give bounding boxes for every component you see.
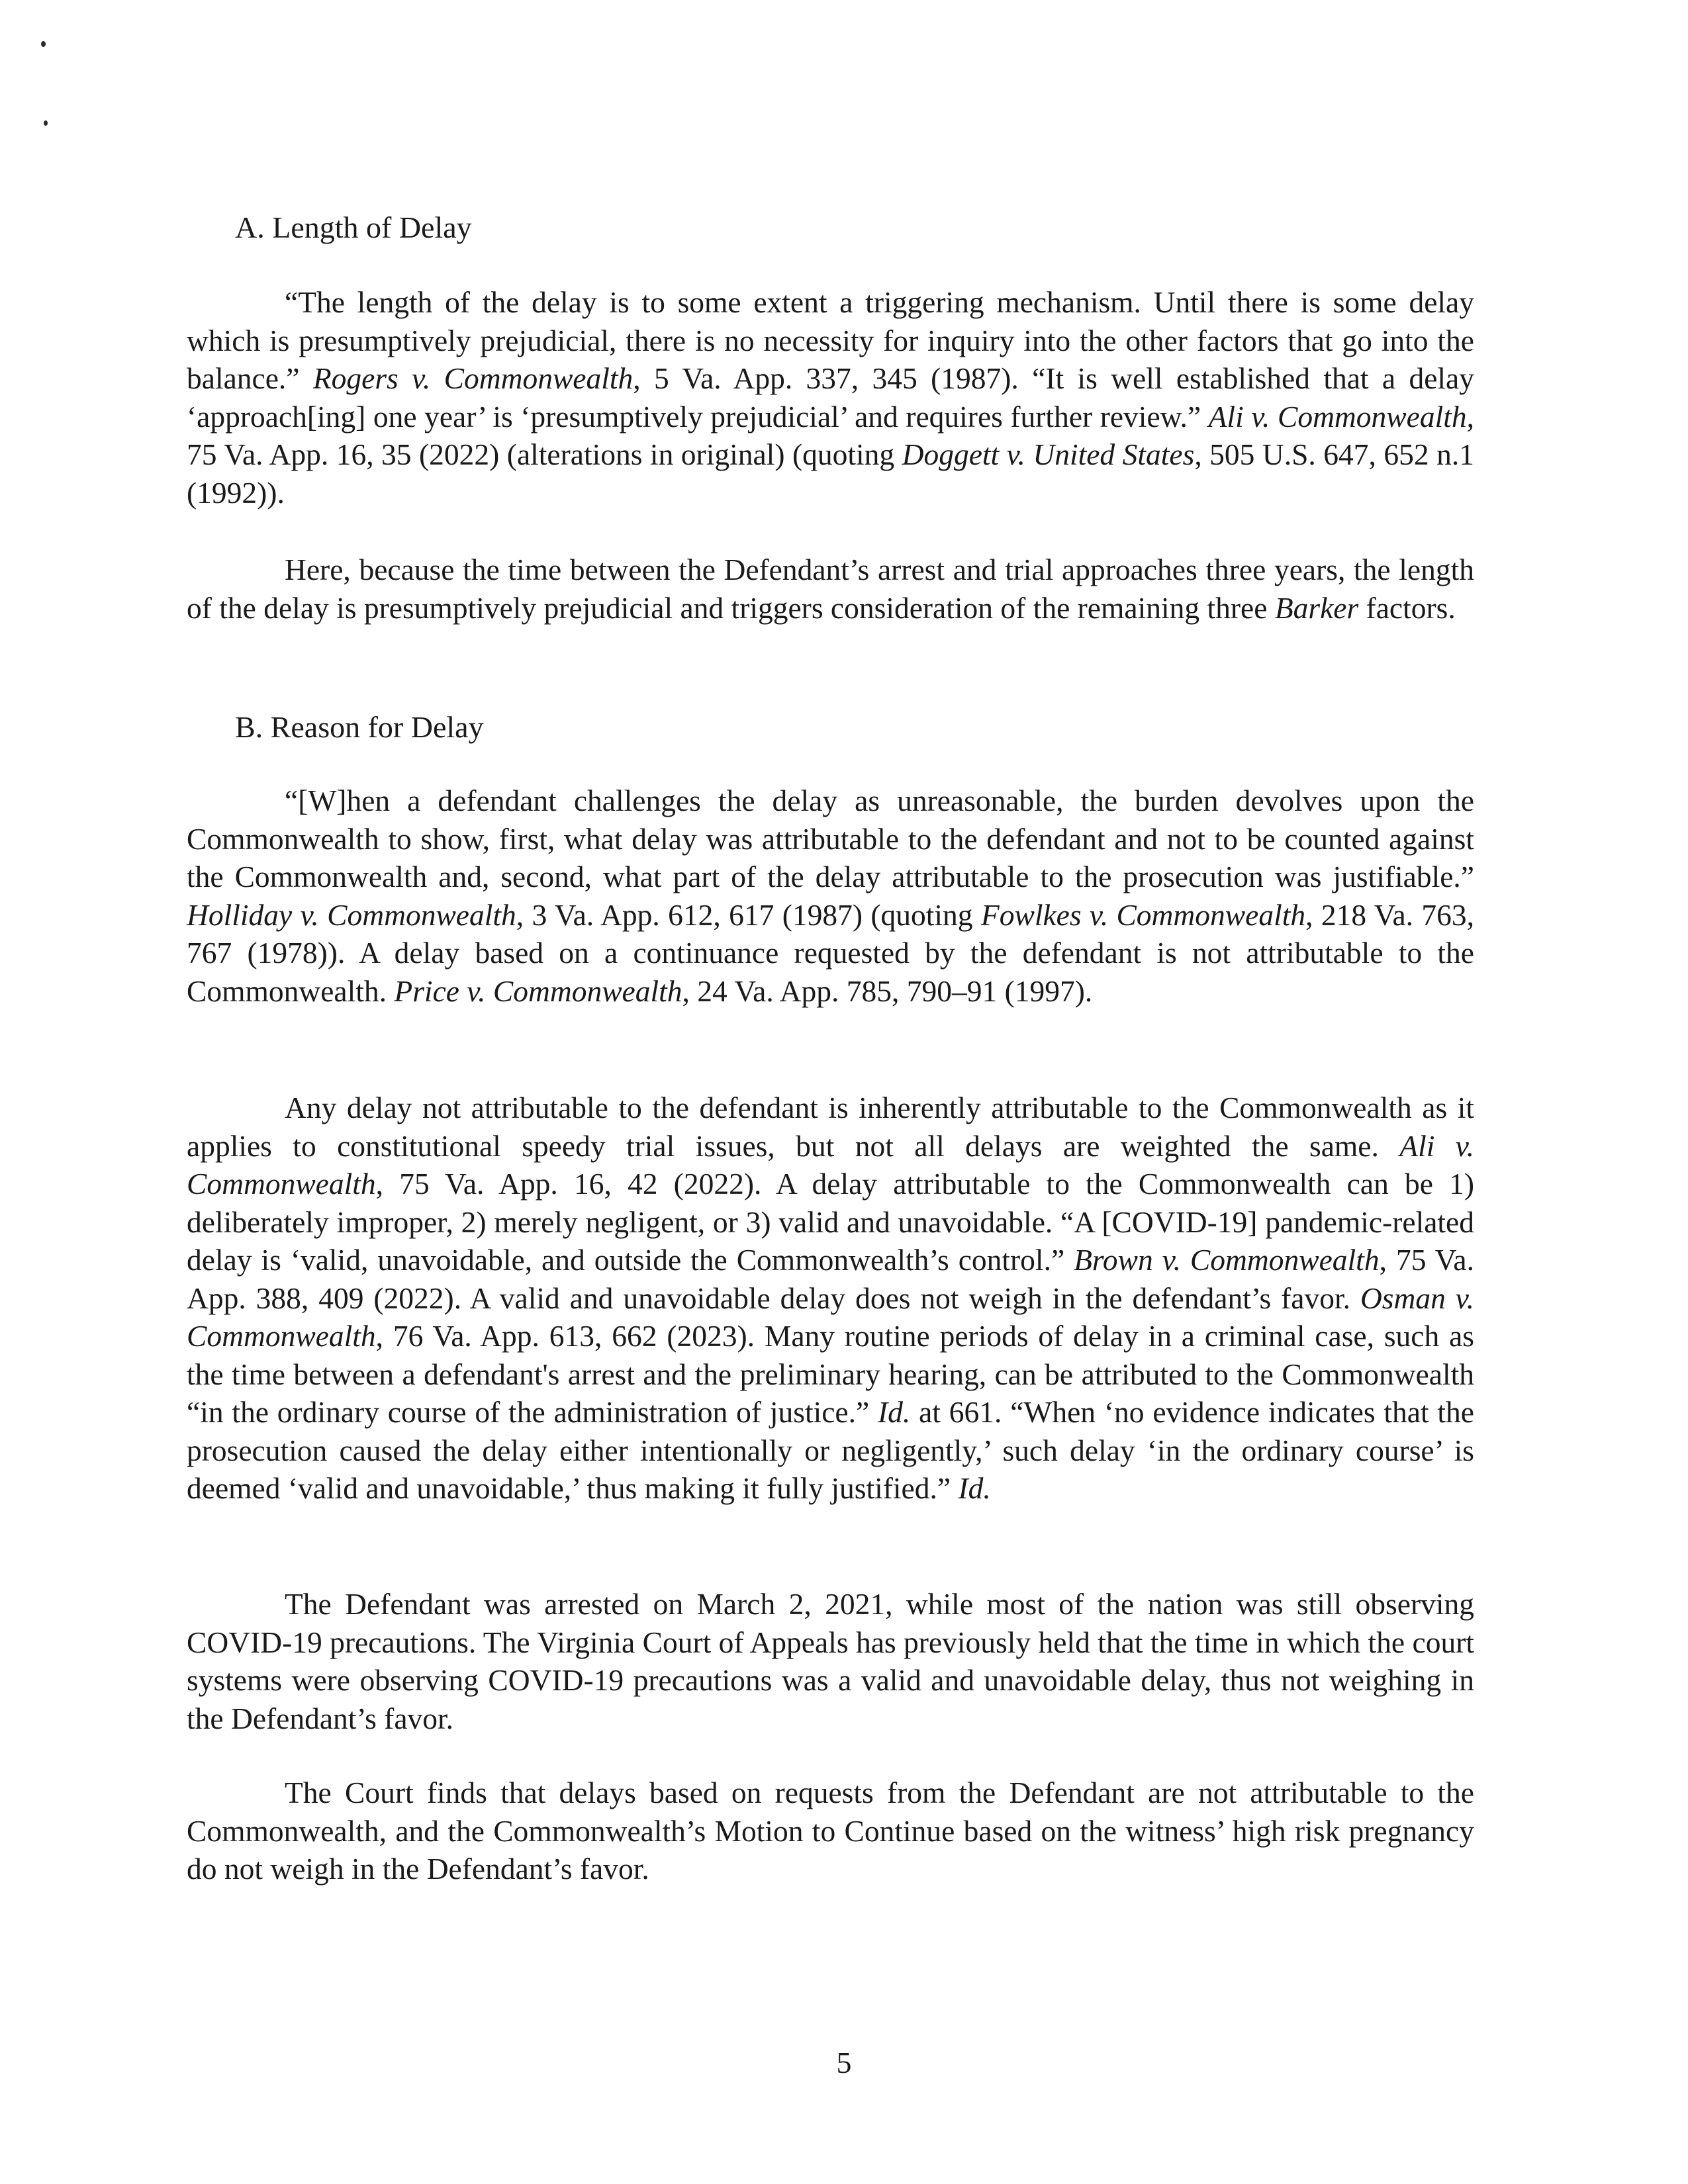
case-citation: Rogers v. Commonwealth xyxy=(312,361,633,395)
case-citation: Price v. Commonwealth xyxy=(394,974,682,1008)
section-a-heading: A. Length of Delay xyxy=(235,210,472,244)
section-b-paragraph-1: “[W]hen a defendant challenges the delay as unreasonable, the burden devolves upon the Commonwealth to show, first, what delay was attributable to the defendant and not to be counted against the Commonwealth and, second, what part of the delay attributable to the prosecution was justifiable.” Holliday v. Commonwealth, 3 Va. App. 612, 617 (1987) (quoting Fowlkes v. Commonwealth, 218 Va. 763, 767 (1978)). A delay based on a continuance requested by the defendant is not attributable to the Commonwealth. Price v. Commonwealth, 24 Va. App. 785, 790–91 (1997). xyxy=(187,784,1474,1008)
scan-speck xyxy=(44,120,48,126)
scan-speck xyxy=(41,41,46,47)
case-citation: Osman v. Commonwealth xyxy=(187,1281,1474,1353)
case-citation: Brown v. Commonwealth xyxy=(1074,1243,1380,1277)
case-citation: Holliday v. Commonwealth xyxy=(187,897,516,932)
case-citation: Ali v. Commonwealth xyxy=(1208,399,1467,433)
section-b-paragraph-3: The Defendant was arrested on March 2, 2021, while most of the nation was still observing COVID-19 precautions. The Virginia Court of Appeals has previously held that the time in which the court systems were observing COVID-19 precautions was a valid and unavoidable delay, thus not weighing in the Defendant’s favor. xyxy=(187,1587,1474,1735)
case-citation: Ali v. Commonwealth xyxy=(187,1128,1474,1201)
section-a-paragraph-1: “The length of the delay is to some extent a triggering mechanism. Until there is some delay which is presumptively prejudicial, there is no necessity for inquiry into the other factors that go into the balance.” Rogers v. Commonwealth, 5 Va. App. 337, 345 (1987). “It is well established that a delay ‘approach[ing] one year’ is ‘presumptively prejudicial’ and requires further review.” Ali v. Commonwealth, 75 Va. App. 16, 35 (2022) (alterations in original) (quoting Doggett v. United States, 505 U.S. 647, 652 n.1 (1992)). xyxy=(187,285,1474,510)
case-citation: Fowlkes v. Commonwealth xyxy=(980,897,1306,932)
page-number: 5 xyxy=(836,2046,852,2079)
case-citation: Doggett v. United States xyxy=(902,437,1195,471)
section-b-paragraph-2: Any delay not attributable to the defendant is inherently attributable to the Commonwealth as it applies to constitutional speedy trial issues, but not all delays are weighted the same. Ali v. Commonwealth, 75 Va. App. 16, 42 (2022). A delay attributable to the Commonwealth can be 1) deliberately improper, 2) merely negligent, or 3) valid and unavoidable. “A [COVID-19] pandemic-related delay is ‘valid, unavoidable, and outside the Commonwealth’s control.” Brown v. Commonwealth, 75 Va. App. 388, 409 (2022). A valid and unavoidable delay does not weigh in the defendant’s favor. Osman v. Commonwealth, 76 Va. App. 613, 662 (2023). Many routine periods of delay in a criminal case, such as the time between a defendant's arrest and the preliminary hearing, can be attributed to the Commonwealth “in the ordinary course of the administration of justice.” Id. at 661. “When ‘no evidence indicates that the prosecution caused the delay either intentionally or negligently,’ such delay ‘in the ordinary course’ is deemed ‘valid and unavoidable,’ thus making it fully justified.” Id. xyxy=(187,1091,1474,1505)
case-citation: Id. xyxy=(958,1471,991,1505)
section-b-paragraph-4: The Court finds that delays based on requests from the Defendant are not attributable to the Commonwealth, and the Commonwealth’s Motion to Continue based on the witness’ high risk pregnancy do not weigh in the Defendant’s favor. xyxy=(187,1776,1474,1886)
case-citation: Id. xyxy=(878,1395,911,1429)
section-b-heading: B. Reason for Delay xyxy=(235,710,484,744)
case-citation: Barker xyxy=(1274,590,1359,625)
section-a-paragraph-2: Here, because the time between the Defendant’s arrest and trial approaches three years, the length of the delay is presumptively prejudicial and triggers consideration of the remaining three Barker factors. xyxy=(187,553,1474,625)
